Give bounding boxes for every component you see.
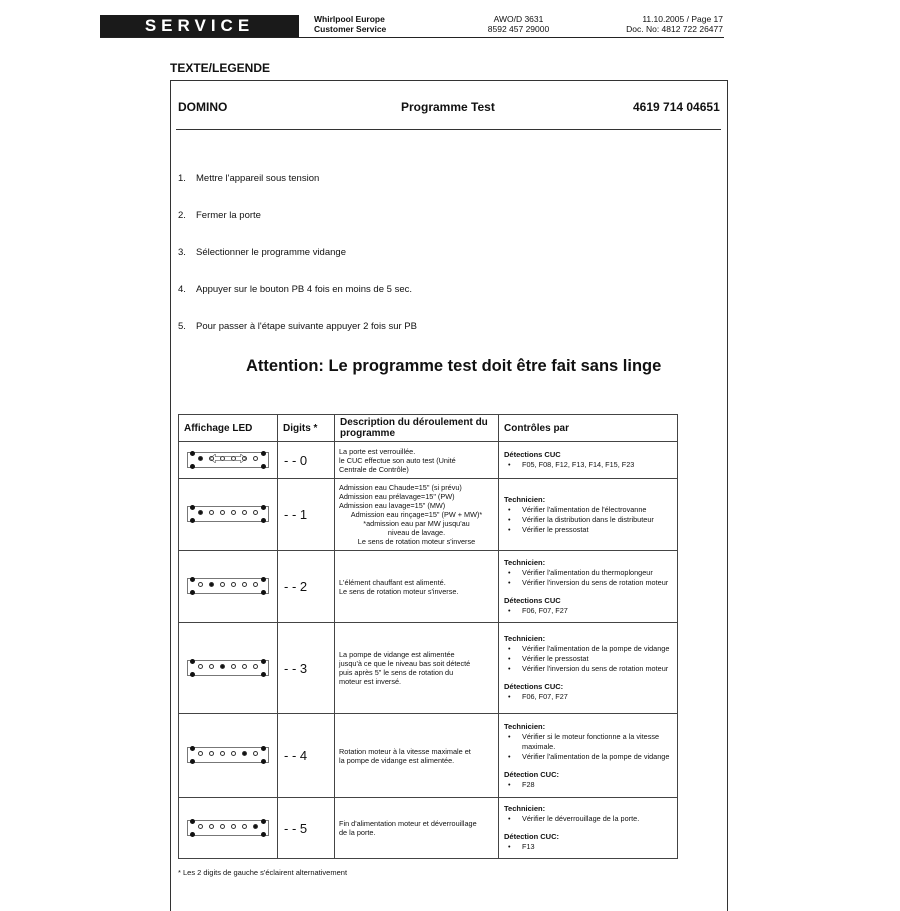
ctrl-heading: Détections CUC	[504, 595, 561, 605]
col-header-led: Affichage LED	[179, 415, 278, 442]
led-display-cell	[179, 623, 278, 714]
company-line1: Whirlpool Europe	[314, 14, 385, 24]
service-badge: SERVICE	[100, 15, 299, 37]
digits-value: - - 3	[278, 623, 335, 714]
led-display-cell	[179, 442, 278, 479]
ctrl-item: • F13	[522, 842, 672, 852]
ctrl-item: • Vérifier si le moteur fonctionne a la vitesse maximale.	[522, 732, 672, 752]
desc-line: Centrale de Contrôle)	[339, 464, 409, 474]
led-display-icon	[187, 660, 269, 676]
ctrl-item: • Vérifier le déverrouillage de la porte.	[522, 814, 672, 824]
ctrl-heading: Détections CUC:	[504, 682, 564, 691]
table-row	[179, 714, 678, 798]
controls-cell	[499, 714, 678, 798]
doc-title: Programme Test	[401, 100, 495, 114]
table-row	[179, 623, 678, 714]
desc-line: Le sens de rotation moteur s'inverse.	[339, 586, 459, 596]
ctrl-item: • F06, F07, F27	[522, 692, 672, 702]
led-display-cell	[179, 714, 278, 798]
description-cell	[335, 623, 499, 714]
step-text: Appuyer sur le bouton PB 4 fois en moins de 5 sec.	[196, 284, 412, 295]
step-4	[178, 284, 412, 295]
header-divider	[100, 37, 724, 38]
desc-line: niveau de lavage.	[387, 528, 446, 537]
digits-value: - - 5	[278, 798, 335, 859]
desc-line: la pompe de vidange est alimentée.	[339, 755, 455, 765]
description-cell	[335, 442, 499, 479]
ctrl-item: • F06, F07, F27	[522, 606, 672, 616]
company-info	[314, 14, 386, 34]
description-cell	[335, 551, 499, 623]
col-header-description: Description du déroulement du programme	[335, 415, 499, 442]
ctrl-item: • Vérifier l'inversion du sens de rotation moteur	[522, 578, 672, 588]
doc-number: Doc. No: 4812 722 26477	[626, 24, 723, 34]
step-text: Sélectionner le programme vidange	[196, 247, 346, 258]
led-display-cell	[179, 479, 278, 551]
controls-cell	[499, 442, 678, 479]
ref-line2: 8592 457 29000	[487, 24, 550, 34]
ctrl-heading: Détection CUC:	[504, 769, 560, 779]
ctrl-heading: Technicien:	[504, 494, 546, 504]
description-cell	[335, 479, 499, 551]
step-number: 1.	[178, 173, 186, 184]
description-cell	[335, 714, 499, 798]
desc-line: La pompe de vidange est alimentée	[339, 650, 455, 659]
digits-value: - - 1	[278, 479, 335, 551]
footnote: * Les 2 digits de gauche s'éclairent alternativement	[178, 868, 348, 877]
desc-line: le CUC effectue son auto test (Unité	[339, 455, 456, 465]
led-display-cell	[179, 798, 278, 859]
step-number: 2.	[178, 210, 186, 221]
table-header-row	[179, 415, 678, 442]
doc-header-divider	[176, 129, 721, 130]
desc-line: *admission eau par MW jusqu'au	[363, 519, 470, 528]
step-number: 5.	[178, 321, 186, 332]
model-name: DOMINO	[178, 100, 228, 114]
ctrl-item: • Vérifier l'alimentation de l'électrovanne	[522, 505, 672, 515]
desc-line: Admission eau Chaude=15" (si prévu)	[339, 483, 462, 492]
page-date: 11.10.2005 / Page 17	[642, 14, 723, 24]
ctrl-item: • F05, F08, F12, F13, F14, F15, F23	[522, 460, 672, 470]
digits-value: - - 4	[278, 714, 335, 798]
table-row	[179, 551, 678, 623]
part-number: 4619 714 04651	[633, 100, 720, 114]
ctrl-heading: Détection CUC:	[504, 832, 560, 841]
table-row	[179, 442, 678, 479]
led-display-icon	[187, 506, 269, 522]
digits-value: - - 2	[278, 551, 335, 623]
ctrl-item: • Vérifier le pressostat	[522, 654, 672, 664]
description-cell	[335, 798, 499, 859]
desc-line: Admission eau prélavage=15" (PW)	[339, 492, 455, 501]
step-text: Pour passer à l'étape suivante appuyer 2 fois sur PB	[196, 321, 417, 332]
desc-line: de la porte.	[339, 828, 376, 837]
step-text: Fermer la porte	[196, 210, 261, 221]
desc-line: Le sens de rotation moteur s'inverse	[357, 537, 476, 546]
led-display-icon	[187, 747, 269, 763]
controls-cell	[499, 479, 678, 551]
controls-cell	[499, 798, 678, 859]
col-header-controls: Contrôles par	[499, 415, 678, 442]
section-title: TEXTE/LEGENDE	[170, 61, 271, 75]
desc-line: La porte est verrouillée.	[339, 446, 416, 456]
ctrl-item: • F28	[522, 780, 672, 790]
test-table	[178, 414, 678, 859]
ctrl-item: • Vérifier l'alimentation de la pompe de vidange	[522, 644, 672, 654]
company-line2: Customer Service	[314, 24, 387, 34]
step-1	[178, 173, 319, 184]
ctrl-item: • Vérifier l'inversion du sens de rotation moteur	[522, 664, 672, 674]
digits-value: - - 0	[278, 442, 335, 479]
ctrl-item: • Vérifier le pressostat	[522, 525, 672, 535]
ref-line1: AWO/D 3631	[493, 14, 544, 24]
ctrl-heading: Technicien:	[504, 634, 546, 643]
ctrl-heading: Technicien:	[504, 557, 546, 567]
ctrl-heading: Détections CUC	[504, 450, 561, 459]
col-header-digits: Digits *	[278, 415, 335, 442]
double-arrow-icon	[210, 454, 246, 463]
step-5	[178, 321, 417, 332]
table-row	[179, 479, 678, 551]
desc-line: Admission eau lavage=15" (MW)	[339, 501, 446, 510]
desc-line: puis après 5" le sens de rotation du	[339, 668, 454, 677]
led-display-icon	[187, 820, 269, 836]
ctrl-item: • Vérifier l'alimentation du thermoplongeur	[522, 568, 672, 578]
reference-info	[486, 14, 551, 34]
desc-line: moteur est inversé.	[339, 677, 402, 686]
step-text: Mettre l'appareil sous tension	[196, 173, 320, 184]
attention-warning: Attention: Le programme test doit être fait sans linge	[246, 357, 662, 375]
ctrl-item: • Vérifier l'alimentation de la pompe de vidange	[522, 752, 672, 762]
led-display-icon	[187, 578, 269, 594]
ctrl-heading: Technicien:	[504, 721, 546, 731]
led-display-icon	[187, 452, 269, 468]
step-2	[178, 210, 261, 221]
table-row	[179, 798, 678, 859]
controls-cell	[499, 551, 678, 623]
desc-line: Admission eau rinçage=15" (PW + MW)*	[350, 510, 483, 519]
ctrl-item: • Vérifier la distribution dans le distributeur	[522, 515, 672, 525]
desc-line: Fin d'alimentation moteur et déverrouillage	[339, 819, 477, 828]
ctrl-heading: Technicien:	[504, 804, 546, 813]
step-number: 4.	[178, 284, 186, 295]
led-display-cell	[179, 551, 278, 623]
page-info	[626, 14, 723, 34]
controls-cell	[499, 623, 678, 714]
desc-line: jusqu'à ce que le niveau bas soit détecté	[339, 659, 471, 668]
step-number: 3.	[178, 247, 186, 258]
step-3	[178, 247, 346, 258]
desc-line: L'élément chauffant est alimenté.	[339, 577, 446, 587]
desc-line: Rotation moteur à la vitesse maximale et	[339, 746, 471, 756]
